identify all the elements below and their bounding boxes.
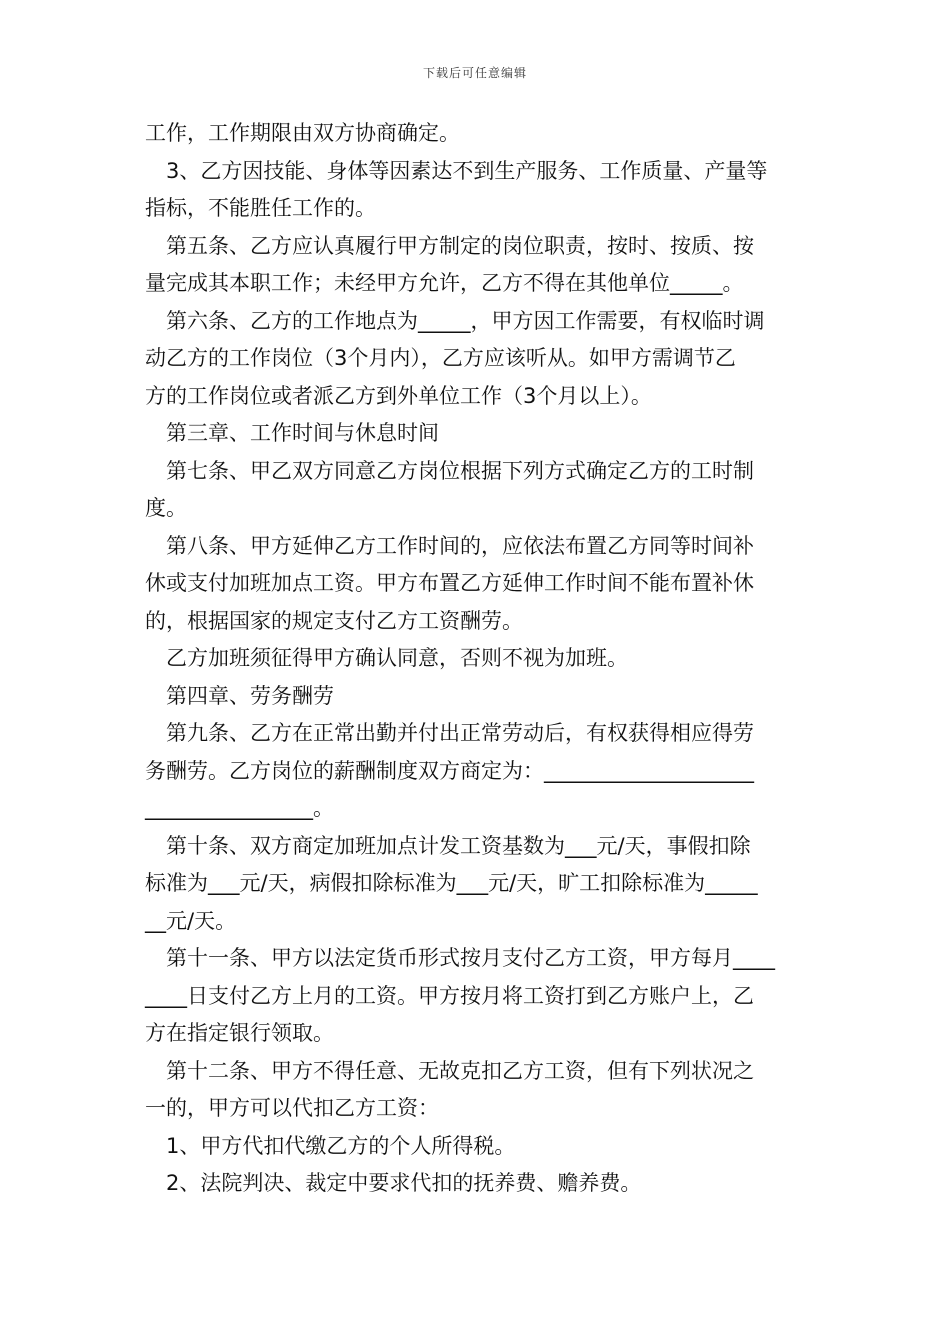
text-line: 工作，工作期限由双方协商确定。 xyxy=(145,121,460,145)
text-line: 一的，甲方可以代扣乙方工资： xyxy=(145,1096,439,1120)
text-line: 第四章、劳务酬劳 xyxy=(166,683,334,708)
text-line: 务酬劳。乙方岗位的薪酬制度双方商定为：____________________ xyxy=(145,758,754,783)
text-line: ____日支付乙方上月的工资。甲方按月将工资打到乙方账户上，乙 xyxy=(145,983,754,1008)
text-line: 3、乙方因技能、身体等因素达不到生产服务、工作质量、产量等 xyxy=(166,158,768,183)
text-line: ________________。 xyxy=(145,796,334,820)
text-line: 休或支付加班加点工资。甲方布置乙方延伸工作时间不能布置补休 xyxy=(145,571,754,595)
text-line: 方的工作岗位或者派乙方到外单位工作（3个月以上）。 xyxy=(145,383,652,408)
text-line: 2、法院判决、裁定中要求代扣的抚养费、赡养费。 xyxy=(166,1171,642,1195)
text-line: 动乙方的工作岗位（3个月内），乙方应该听从。如甲方需调节乙 xyxy=(145,346,736,370)
text-line: 第十条、双方商定加班加点计发工资基数为___元/天，事假扣除 xyxy=(166,833,751,858)
text-line: 量完成其本职工作；未经甲方允许，乙方不得在其他单位_____。 xyxy=(145,271,744,295)
text-line: 方在指定银行领取。 xyxy=(145,1021,334,1045)
text-line: 第十一条、甲方以法定货币形式按月支付乙方工资，甲方每月____ xyxy=(166,946,775,970)
text-line: __元/天。 xyxy=(145,908,237,933)
text-line: 度。 xyxy=(145,496,187,520)
text-line: 乙方加班须征得甲方确认同意，否则不视为加班。 xyxy=(166,646,628,670)
text-line: 第三章、工作时间与休息时间 xyxy=(166,421,439,445)
text-line: 第八条、甲方延伸乙方工作时间的，应依法布置乙方同等时间补 xyxy=(166,533,754,558)
text-line: 1、甲方代扣代缴乙方的个人所得税。 xyxy=(166,1133,516,1158)
text-line: 第七条、甲乙双方同意乙方岗位根据下列方式确定乙方的工时制 xyxy=(166,458,754,483)
text-line: 第十二条、甲方不得任意、无故克扣乙方工资，但有下列状况之 xyxy=(166,1058,754,1083)
text-line: 指标，不能胜任工作的。 xyxy=(145,196,376,220)
document-body xyxy=(145,115,807,1203)
text-line: 标准为___元/天，病假扣除标准为___元/天，旷工扣除标准为_____ xyxy=(145,871,758,895)
text-line: 的，根据国家的规定支付乙方工资酬劳。 xyxy=(145,608,523,633)
text-line: 第五条、乙方应认真履行甲方制定的岗位职责，按时、按质、按 xyxy=(166,233,754,258)
text-line: 第九条、乙方在正常出勤并付出正常劳动后，有权获得相应得劳 xyxy=(166,721,754,745)
text-line: 第六条、乙方的工作地点为_____，甲方因工作需要，有权临时调 xyxy=(166,308,765,333)
page-header: 下载后可任意编辑 xyxy=(422,66,527,80)
